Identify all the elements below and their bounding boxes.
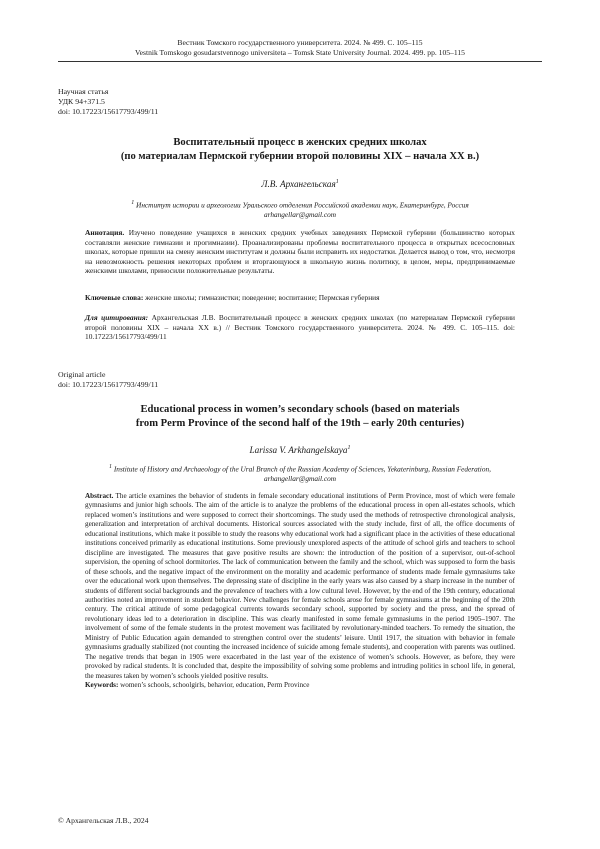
ru-keywords-text: женские школы; гимназистки; поведение; воспитание; Пермская губерния <box>145 293 380 302</box>
running-head-ru: Вестник Томского государственного университета. 2024. № 499. С. 105–115 <box>177 38 423 47</box>
en-article-type: Original article <box>58 370 106 379</box>
en-email: arhangellar@gmail.com <box>263 474 337 484</box>
ru-title-line-2: (по материалам Пермской губернии второй половины XIX – начала XX в.) <box>120 151 480 162</box>
ru-email: arhangellar@gmail.com <box>263 210 337 220</box>
ru-citation-text: Архангельская Л.В. Воспитательный процесс в женских средних школах (по материалам Пермской губернии второй половины XIX – начала XX в.) // Вестник Томского государственного университета. 2024. № 499. С. 105–115. doi: 10.17223/15617793/499/11 <box>85 313 515 342</box>
en-author-sup: 1 <box>347 445 351 451</box>
ru-author-name: Л.В. Архангельская <box>261 179 336 190</box>
header-divider <box>58 61 542 62</box>
ru-title-line-1: Воспитательный процесс в женских средних школах <box>173 137 427 148</box>
en-keywords-label: Keywords: <box>85 681 119 690</box>
ru-article-type: Научная статья <box>58 87 109 96</box>
en-article-meta <box>58 370 158 390</box>
ru-article-title <box>58 136 542 164</box>
ru-keywords-label: Ключевые слова: <box>85 293 144 302</box>
en-doi: doi: 10.17223/15617793/499/11 <box>58 380 159 389</box>
ru-article-meta <box>58 87 158 117</box>
ru-citation-label: Для цитирования: <box>85 313 149 322</box>
ru-keywords <box>85 293 515 303</box>
ru-udc: УДК 94+371.5 <box>58 97 105 106</box>
running-head-en: Vestnik Tomskogo gosudarstvennogo universiteta – Tomsk State University Journal. 2024. 499. pp. 105–115 <box>135 48 465 57</box>
ru-author-sup: 1 <box>335 179 339 185</box>
en-keywords <box>85 681 515 690</box>
en-article-title <box>58 403 542 431</box>
en-affil-sup: 1 <box>109 464 113 470</box>
ru-doi: doi: 10.17223/15617793/499/11 <box>58 107 159 116</box>
en-abstract-text: The article examines the behavior of students in female secondary educational institutions of Perm Province, most of which were female gymnasiums and junior high schools. The aim of the article is to analyze the problems of the educational process in open all-estates schools, which replaced women’s institutions and were supposed to correct their shortcomings. The study used the methods of retrospective chronological analysis, generalization and interpretation of archival documents. Historical sources associated with the study include, first of all, the office documents of educational institutions, which make it possible to study the reasons why educational work had a significant place in the activities of these educational institutions conceived primarily as educational institutions. Some previously unexplored aspects of the attitude of school girls and teachers to school discipline are investigated. The measures that gave positive results are shown: the introduction of the position of a supervisor, out-of-school supervision, the opening of school dormitories. The lack of communication between the family and the school, which was supposed to form the basis of these schools, and the negative impact of the environment on the morality and academic performance of students made female gymnasiums take over the educational work upon themselves. The depressing state of discipline in the early years was also caused by a sharp increase in the number of students of different social backgrounds and the prevalence of teachers with a low cultural level. However, by the end of the 19th century, educational authorities noted an improvement in student behavior. New challenges for female schools arose for female gymnasiums at the beginning of the 20th century. The critical attitude of some pedagogical currents towards secondary school, supported by society and the press, and the spread of revolutionary ideas led to a deterioration in discipline. This was clearly manifested in some female gymnasiums in the period 1905–1907. The involvement of some of the female students in the protest movement was facilitated by revolutionary-minded teachers. To remedy the situation, the Ministry of Public Education again demanded to strengthen control over the students’ leisure. Until 1917, the situation with behavior in female gymnasiums gradually stabilized (not counting the increased incidence of suicide among female students), and cooperation with parents was outlined. The negative trends that began in 1905 were exacerbated in the last year of the existence of women’s schools. However, as before, they were provoked by radical students. It is concluded that, despite the impossibility of solving some problems and intruding politics in school life, in general, the measures taken by women’s schools yielded positive results. <box>85 492 516 680</box>
en-title-line-1: Educational process in women’s secondary schools (based on materials <box>140 404 460 415</box>
en-title-line-2: from Perm Province of the second half of the 19th – early 20th centuries) <box>135 418 465 429</box>
en-author-name: Larissa V. Arkhangelskaya <box>249 445 348 456</box>
running-head <box>0 38 600 58</box>
en-author <box>58 442 542 456</box>
ru-affiliation <box>78 198 522 220</box>
ru-abstract-label: Аннотация. <box>85 228 125 237</box>
ru-citation <box>85 313 515 342</box>
ru-affil-sup: 1 <box>131 200 135 206</box>
ru-author <box>58 176 542 190</box>
en-keywords-text: women’s schools, schoolgirls, behavior, education, Perm Province <box>120 681 310 690</box>
en-abstract-label: Abstract. <box>85 492 114 500</box>
en-affil-text: Institute of History and Archaeology of the Ural Branch of the Russian Academy of Sciences, Yekaterinburg, Russian Federation, <box>113 464 491 474</box>
ru-abstract <box>85 228 515 276</box>
ru-abstract-text: Изучено поведение учащихся в женских средних учебных заведениях Пермской губернии (большинство которых составляли женские гимназии и прогимназии). Проанализированы проблемы воспитательного процесса в открытых всесословных школах, которые пришли на смену женским институтам и должны были исправить их недостатки. Делается вывод о том, что, несмотря на невозможность решения некоторых проблем и вторгающуюся в школьную жизнь политику, в целом, меры, предпринимаемые женскими школами, приносили положительные результаты. <box>85 228 515 276</box>
en-affiliation <box>62 462 538 484</box>
copyright-notice: © Архангельская Л.В., 2024 <box>58 816 149 825</box>
en-abstract <box>85 492 515 691</box>
ru-affil-text: Институт истории и археологии Уральского отделения Российской академии наук, Екатеринбург, Россия <box>136 200 469 210</box>
